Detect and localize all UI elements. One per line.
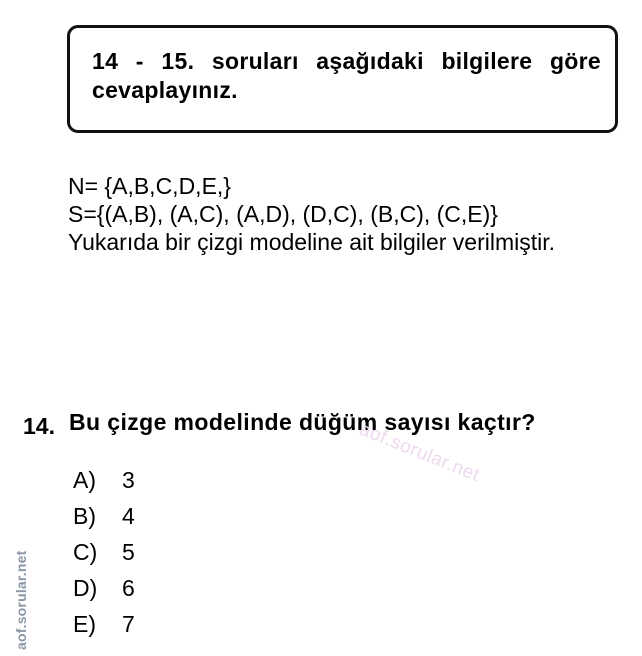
option-c[interactable] <box>73 534 135 570</box>
option-value: 4 <box>122 502 135 529</box>
option-b[interactable] <box>73 498 135 534</box>
option-value: 6 <box>122 574 135 601</box>
answer-options <box>73 462 135 642</box>
option-letter: A) <box>73 466 96 493</box>
option-letter: C) <box>73 538 98 565</box>
option-value: 5 <box>122 538 135 565</box>
diagonal-watermark: aof.sorular.net <box>356 418 483 487</box>
side-watermark: aof.sorular.net <box>13 550 29 650</box>
option-a[interactable] <box>73 462 135 498</box>
node-set: N= {A,B,C,D,E,} <box>68 173 231 199</box>
option-value: 7 <box>122 610 135 637</box>
option-letter: B) <box>73 502 96 529</box>
instruction-text: 14 - 15. soruları aşağıdaki bilgilere göre cevaplayınız. <box>92 48 601 103</box>
option-d[interactable] <box>73 570 135 606</box>
instruction-box <box>67 25 618 133</box>
option-letter: E) <box>73 610 96 637</box>
question-text: Bu çizge modelinde düğüm sayısı kaçtır? <box>69 409 536 435</box>
edge-set: S={(A,B), (A,C), (A,D), (D,C), (B,C), (C,E)} <box>68 201 498 227</box>
option-e[interactable] <box>73 606 135 642</box>
option-value: 3 <box>122 466 135 493</box>
question-number: 14. <box>23 413 55 439</box>
option-letter: D) <box>73 574 98 601</box>
given-description: Yukarıda bir çizgi modeline ait bilgiler verilmiştir. <box>68 229 556 255</box>
given-information <box>68 172 555 256</box>
